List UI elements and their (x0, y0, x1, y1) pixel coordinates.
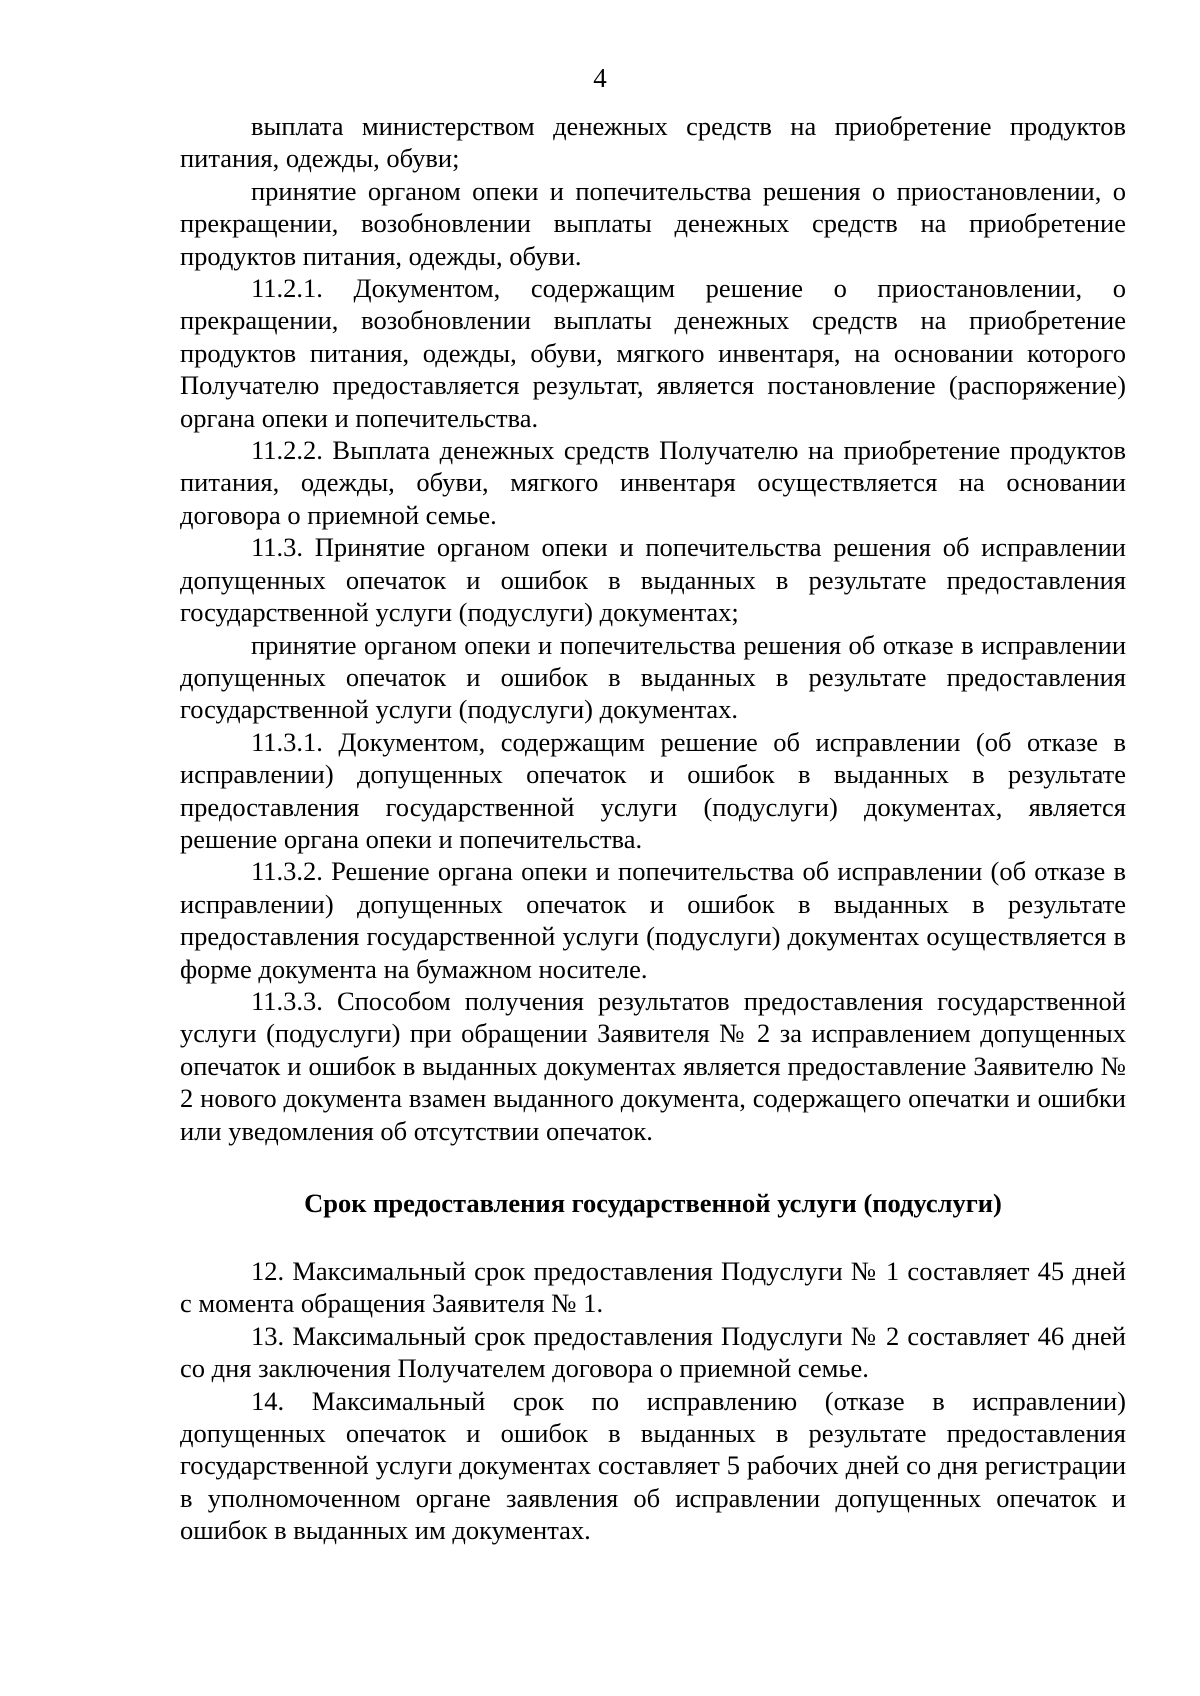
paragraph: принятие органом опеки и попечительства решения об отказе в исправлении допущенных опечаток и ошибок в выданных в результате предоставления государственной услуги (подуслуги) документах. (180, 629, 1126, 725)
section-heading: Срок предоставления государственной услуги (подуслуги) (304, 1188, 1002, 1218)
paragraph: 11.2.2. Выплата денежных средств Получателю на приобретение продуктов питания, одежды, обуви, мягкого инвентаря осуществляется на основании договора о приемной семье. (180, 435, 1126, 530)
paragraph: 11.3.3. Способом получения результатов предоставления государственной услуги (подуслуги) при обращении Заявителя № 2 за исправлением допущенных опечаток и ошибок в выданных документах является предоставление Заявителю № 2 нового документа взамен выданного документа, содержащего опечатки и ошибки или уведомления об отсутствии опечаток. (180, 985, 1126, 1146)
document-body (180, 110, 1126, 1547)
paragraph: выплата министерством денежных средств на приобретение продуктов питания, одежды, обуви; (180, 111, 1126, 174)
paragraph: 11.3.2. Решение органа опеки и попечительства об исправлении (об отказе в исправлении) допущенных опечаток и ошибок в выданных в результате предоставления государственной услуги (подуслуги) документах осуществляется в форме документа на бумажном носителе. (180, 856, 1126, 984)
paragraph: 14. Максимальный срок по исправлению (отказе в исправлении) допущенных опечаток и ошибок в выданных в результате предоставления государственной услуги документах составляет 5 рабочих дней со дня регистрации в уполномоченном органе заявления об исправлении допущенных опечаток и ошибок в выданных им документах. (180, 1385, 1126, 1546)
paragraph: принятие органом опеки и попечительства решения о приостановлении, о прекращении, возобновлении выплаты денежных средств на приобретение продуктов питания, одежды, обуви. (180, 175, 1126, 271)
paragraph: 13. Максимальный срок предоставления Подуслуги № 2 составляет 46 дней со дня заключения Получателем договора о приемной семье. (180, 1320, 1126, 1384)
paragraph: 12. Максимальный срок предоставления Подуслуги № 1 составляет 45 дней с момента обращения Заявителя № 1. (180, 1256, 1126, 1319)
paragraph: 11.2.1. Документом, содержащим решение о приостановлении, о прекращении, возобновлении выплаты денежных средств на приобретение продуктов питания, одежды, обуви, мягкого инвентаря, на основании которого Получателю предоставляется результат, является постановление (распоряжение) органа опеки и попечительства. (180, 273, 1126, 433)
paragraph: 11.3.1. Документом, содержащим решение об исправлении (об отказе в исправлении) допущенных опечаток и ошибок в выданных в результате предоставления государственной услуги (подуслуги) документах, является решение органа опеки и попечительства. (180, 726, 1126, 854)
page-number: 4 (593, 63, 607, 93)
paragraph: 11.3. Принятие органом опеки и попечительства решения об исправлении допущенных опечаток и ошибок в выданных в результате предоставления государственной услуги (подуслуги) документах; (180, 532, 1126, 628)
